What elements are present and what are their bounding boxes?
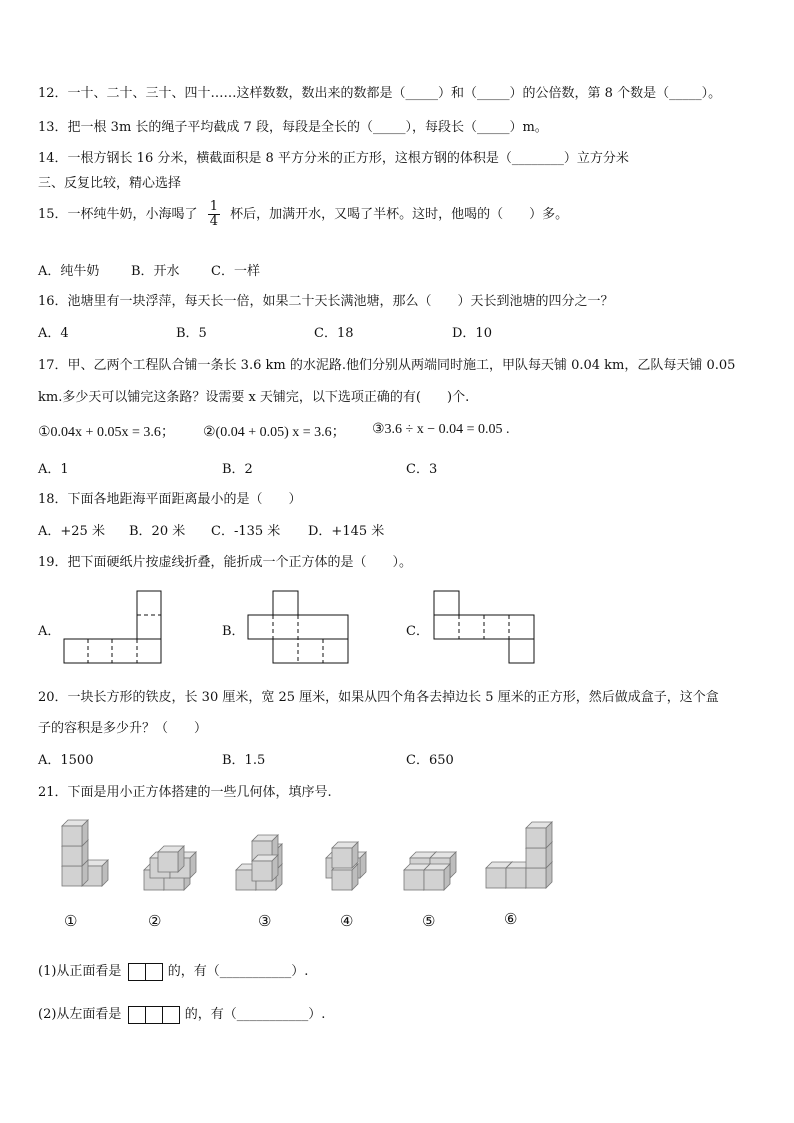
q18-option-d: D．+145 米 [308, 524, 385, 539]
structure-label-3: ③ [258, 912, 272, 930]
structure-label-1: ① [64, 912, 78, 930]
q15-option-b: B．开水 [131, 264, 180, 279]
view-square [128, 963, 146, 981]
structure-4 [326, 842, 366, 890]
question-20-line2: 子的容积是多少升？（ ） [38, 721, 208, 736]
cube-structures-figure [40, 815, 560, 935]
q16-option-d: D．10 [452, 326, 492, 341]
question-14: 14．一根方钢长 16 分米，横截面积是 8 平方分米的正方形，这根方钢的体积是（________）立方分米 [38, 151, 629, 166]
q17-option-b: B．2 [222, 462, 253, 477]
q16-option-c: C．18 [314, 326, 354, 341]
question-13: 13．把一根 3m 长的绳子平均截成 7 段，每段是全长的（_____），每段长（_____）m。 [38, 120, 548, 135]
structure-3 [236, 835, 282, 890]
view-square [145, 963, 163, 981]
q20-option-c: C．650 [406, 753, 454, 768]
q19-option-b-label: B． [222, 624, 245, 639]
structure-label-2: ② [148, 912, 162, 930]
q18-option-c: C．-135 米 [211, 524, 281, 539]
question-19: 19．把下面硬纸片按虚线折叠，能折成一个正方体的是（ ）。 [38, 555, 413, 570]
section-heading: 三、反复比较，精心选择 [38, 176, 182, 191]
q18-option-b: B．20 米 [129, 524, 186, 539]
q21-part2-before: (2)从左面看是 [38, 1007, 122, 1022]
question-17-line2: km.多少天可以铺完这条路？设需要 x 天铺完，以下选项正确的有( )个. [38, 390, 470, 405]
fraction-numerator: 1 [209, 199, 218, 214]
fraction-denominator: 4 [209, 214, 218, 229]
question-21-part-1 [38, 960, 308, 981]
cube-net-c [433, 590, 537, 666]
view-square [162, 1006, 180, 1024]
fraction-one-quarter [208, 200, 220, 229]
view-square [145, 1006, 163, 1024]
q19-option-c-label: C． [406, 624, 429, 639]
q17-equation-3: ③3.6 ÷ x − 0.04 = 0.05 . [372, 422, 510, 437]
q21-part1-after: 的，有（___________）. [167, 964, 309, 979]
q19-option-a-label: A． [38, 624, 61, 639]
q21-part1-before: (1)从正面看是 [38, 964, 122, 979]
front-view-two-squares [128, 963, 162, 981]
question-12: 12．一十、二十、三十、四十……这样数数，数出来的数都是（_____）和（_____）的公倍数，第 8 个数是（_____）。 [38, 86, 722, 101]
question-20-line1: 20．一块长方形的铁皮，长 30 厘米，宽 25 厘米，如果从四个角各去掉边长 5 厘米的正方形，然后做成盒子，这个盒 [38, 690, 719, 705]
question-15 [38, 200, 568, 229]
structure-2 [144, 846, 196, 890]
q15-stem-before: 15．一杯纯牛奶，小海喝了 [38, 207, 198, 222]
q17-option-a: A．1 [38, 462, 69, 477]
question-18: 18．下面各地距海平面距离最小的是（ ） [38, 492, 302, 507]
structure-label-5: ⑤ [422, 912, 436, 930]
q20-option-a: A．1500 [38, 753, 94, 768]
question-21: 21．下面是用小正方体搭建的一些几何体，填序号. [38, 785, 332, 800]
left-view-three-squares [128, 1006, 179, 1024]
structure-label-6: ⑥ [504, 910, 518, 928]
q16-option-b: B．5 [176, 326, 207, 341]
structure-label-4: ④ [340, 912, 354, 930]
structure-1 [62, 820, 108, 886]
cube-net-a [64, 590, 164, 666]
structure-5 [404, 852, 456, 890]
view-square [128, 1006, 146, 1024]
question-17-line1: 17．甲、乙两个工程队合铺一条长 3.6 km 的水泥路.他们分别从两端同时施工，甲队每天铺 0.04 km，乙队每天铺 0.05 [38, 358, 736, 373]
question-16: 16．池塘里有一块浮萍，每天长一倍，如果二十天长满池塘，那么（ ）天长到池塘的四分之一？ [38, 294, 614, 309]
q17-equation-1: ①0.04x + 0.05x = 3.6； [38, 425, 175, 440]
structure-6 [486, 822, 552, 888]
q15-stem-after: 杯后，加满开水，又喝了半杯。这时，他喝的（ ）多。 [230, 207, 569, 222]
q18-option-a: A．+25 米 [38, 524, 105, 539]
q21-part2-after: 的，有（___________）. [184, 1007, 326, 1022]
question-21-part-2 [38, 1003, 325, 1024]
q17-option-c: C．3 [406, 462, 438, 477]
cube-net-b [248, 590, 352, 666]
q15-option-c: C．一样 [211, 264, 260, 279]
q15-option-a: A．纯牛奶 [38, 264, 100, 279]
q20-option-b: B．1.5 [222, 753, 266, 768]
q17-equation-2: ②(0.04 + 0.05) x = 3.6； [203, 425, 346, 440]
q16-option-a: A．4 [38, 326, 69, 341]
